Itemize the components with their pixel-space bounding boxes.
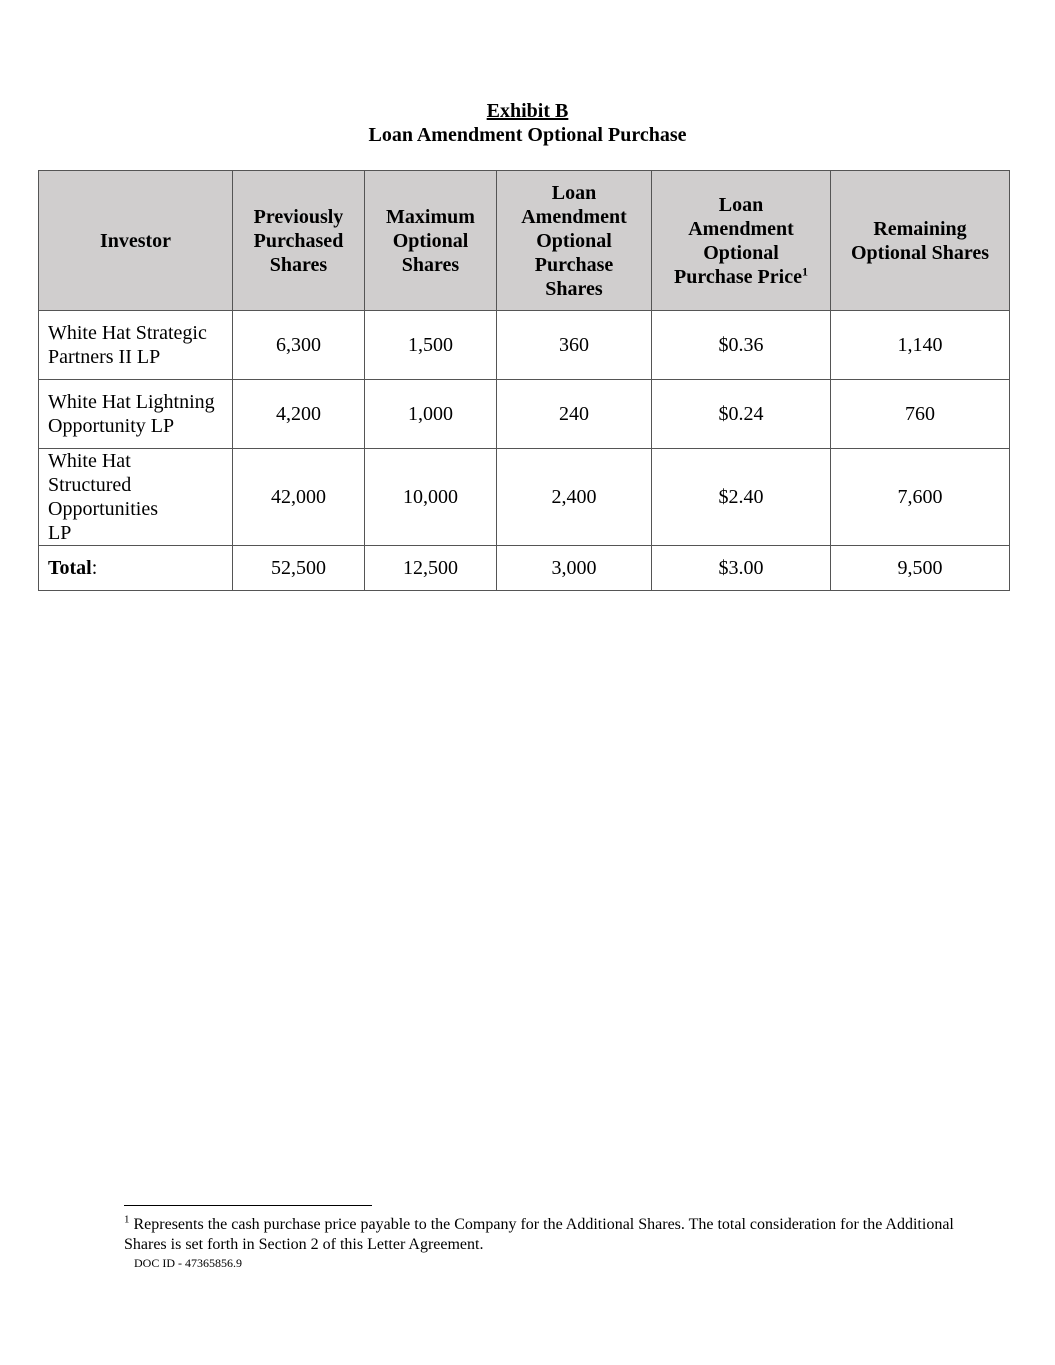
- header-investor: Investor: [39, 171, 233, 311]
- total-row: [39, 546, 1010, 591]
- footnote-ref: 1: [801, 263, 808, 278]
- exhibit-title: Exhibit B: [486, 100, 569, 122]
- header-maximum-optional: Maximum Optional Shares: [365, 171, 497, 311]
- footnote: [124, 1215, 954, 1255]
- total-amendment-price: $3.00: [652, 546, 831, 591]
- purchase-table: [38, 170, 1010, 591]
- previously-purchased-cell: 4,200: [233, 380, 365, 449]
- previously-purchased-cell: 6,300: [233, 311, 365, 380]
- total-maximum-optional: 12,500: [365, 546, 497, 591]
- amendment-shares-cell: 2,400: [497, 449, 652, 546]
- previously-purchased-cell: 42,000: [233, 449, 365, 546]
- total-amendment-shares: 3,000: [497, 546, 652, 591]
- total-label-cell: [39, 546, 233, 591]
- table-row: [39, 380, 1010, 449]
- footnote-text: Represents the cash purchase price payable to the Company for the Additional Shares. The total consideration for the Additional Shares is set forth in Section 2 of this Letter Agreement.: [124, 1216, 954, 1253]
- maximum-optional-cell: 1,500: [365, 311, 497, 380]
- doc-id: DOC ID - 47365856.9: [134, 1256, 242, 1270]
- title-block: [0, 99, 1055, 147]
- exhibit-subtitle: Loan Amendment Optional Purchase: [368, 124, 687, 146]
- header-price-label: Loan Amendment Optional Purchase Price: [674, 193, 802, 288]
- remaining-optional-cell: 7,600: [831, 449, 1010, 546]
- footnote-mark: 1: [124, 1213, 130, 1226]
- remaining-optional-cell: 760: [831, 380, 1010, 449]
- table-row: [39, 311, 1010, 380]
- investor-cell: White Hat Structured Opportunities LP: [39, 449, 233, 546]
- maximum-optional-cell: 10,000: [365, 449, 497, 546]
- investor-cell: White Hat Lightning Opportunity LP: [39, 380, 233, 449]
- header-amendment-price: [652, 171, 831, 311]
- total-remaining-optional: 9,500: [831, 546, 1010, 591]
- total-previously-purchased: 52,500: [233, 546, 365, 591]
- maximum-optional-cell: 1,000: [365, 380, 497, 449]
- amendment-shares-cell: 240: [497, 380, 652, 449]
- amendment-price-cell: $2.40: [652, 449, 831, 546]
- footnote-divider: [124, 1205, 372, 1206]
- header-amendment-shares: Loan Amendment Optional Purchase Shares: [497, 171, 652, 311]
- table-row: [39, 449, 1010, 546]
- header-remaining-optional: Remaining Optional Shares: [831, 171, 1010, 311]
- total-label-colon: :: [91, 557, 98, 579]
- amendment-price-cell: $0.36: [652, 311, 831, 380]
- amendment-shares-cell: 360: [497, 311, 652, 380]
- amendment-price-cell: $0.24: [652, 380, 831, 449]
- investor-cell: White Hat Strategic Partners II LP: [39, 311, 233, 380]
- table-header-row: [39, 171, 1010, 311]
- header-previously-purchased: Previously Purchased Shares: [233, 171, 365, 311]
- remaining-optional-cell: 1,140: [831, 311, 1010, 380]
- total-label: Total: [48, 557, 92, 579]
